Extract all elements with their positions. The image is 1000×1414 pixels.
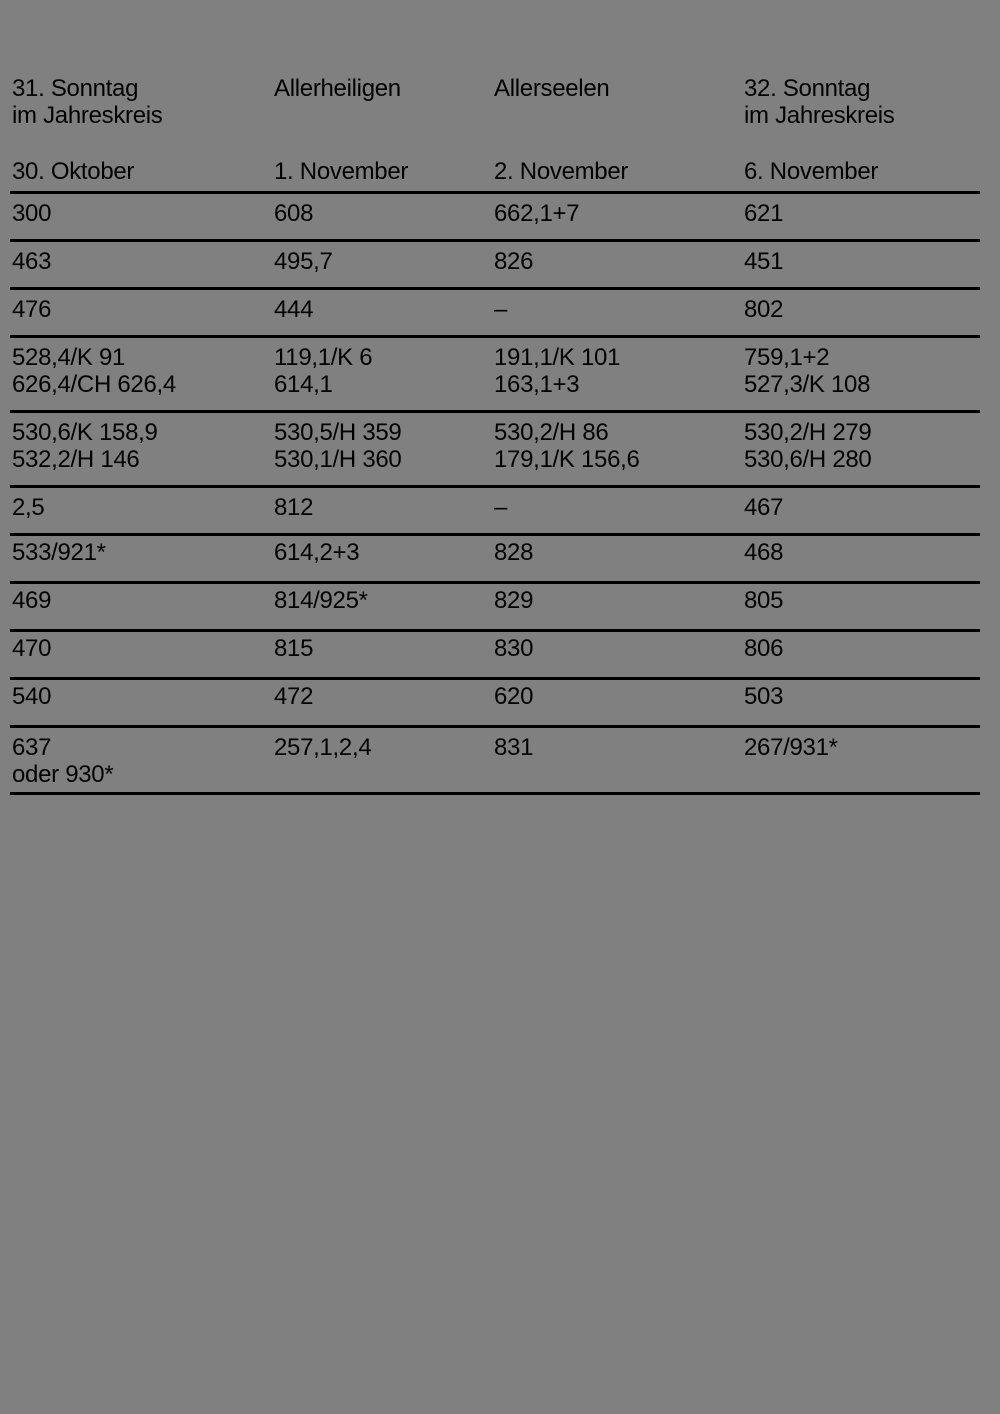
table-cell: 119,1/K 6 614,1 — [274, 344, 373, 398]
table-cell: 530,5/H 359 530,1/H 360 — [274, 419, 402, 473]
table-cell: 530,2/H 279 530,6/H 280 — [744, 419, 872, 473]
table-cell: 806 — [744, 635, 784, 662]
table-cell: 257,1,2,4 — [274, 734, 372, 761]
table-cell: 530,2/H 86 179,1/K 156,6 — [494, 419, 640, 473]
table-cell: 267/931* — [744, 734, 838, 761]
header-feast-4: 32. Sonntag im Jahreskreis — [744, 75, 895, 129]
table-cell: 815 — [274, 635, 314, 662]
header-feast-3: Allerseelen — [494, 75, 610, 102]
table-cell: 812 — [274, 494, 314, 521]
table-cell: 470 — [12, 635, 52, 662]
table-cell: 469 — [12, 587, 52, 614]
table-cell: 662,1+7 — [494, 200, 580, 227]
table-row — [10, 728, 980, 795]
table-cell: 829 — [494, 587, 534, 614]
table-cell: 476 — [12, 296, 52, 323]
table-cell: 463 — [12, 248, 52, 275]
table-row — [10, 488, 980, 536]
table-cell: 802 — [744, 296, 784, 323]
table-cell: 828 — [494, 539, 534, 566]
table-row — [10, 680, 980, 728]
table-row — [10, 536, 980, 584]
table-row — [10, 584, 980, 632]
table-header-dates — [10, 158, 980, 194]
table-cell: 468 — [744, 539, 784, 566]
table-cell: – — [494, 494, 508, 521]
table-cell: 2,5 — [12, 494, 45, 521]
table-cell: 467 — [744, 494, 784, 521]
header-date-2: 1. November — [274, 158, 409, 185]
table-cell: 826 — [494, 248, 534, 275]
table-cell: 814/925* — [274, 587, 368, 614]
table-row — [10, 290, 980, 338]
header-date-1: 30. Oktober — [12, 158, 135, 185]
table-header-feasts — [10, 75, 980, 158]
header-date-4: 6. November — [744, 158, 879, 185]
table-cell: 528,4/K 91 626,4/CH 626,4 — [12, 344, 176, 398]
table-cell: 533/921* — [12, 539, 106, 566]
table-row — [10, 242, 980, 290]
table-cell: 444 — [274, 296, 314, 323]
header-feast-1: 31. Sonntag im Jahreskreis — [12, 75, 163, 129]
table-cell: 759,1+2 527,3/K 108 — [744, 344, 871, 398]
table-cell: 830 — [494, 635, 534, 662]
table-cell: 614,2+3 — [274, 539, 360, 566]
table-cell: 540 — [12, 683, 52, 710]
table-row — [10, 194, 980, 242]
table-cell: 503 — [744, 683, 784, 710]
table-cell: 495,7 — [274, 248, 333, 275]
song-number-table — [10, 75, 980, 795]
table-cell: 451 — [744, 248, 784, 275]
table-row — [10, 632, 980, 680]
table-row — [10, 413, 980, 488]
table-cell: 637 oder 930* — [12, 734, 114, 788]
table-cell: – — [494, 296, 508, 323]
header-feast-2: Allerheiligen — [274, 75, 401, 102]
table-cell: 472 — [274, 683, 314, 710]
table-cell: 620 — [494, 683, 534, 710]
table-cell: 300 — [12, 200, 52, 227]
table-row — [10, 338, 980, 413]
header-date-3: 2. November — [494, 158, 629, 185]
table-cell: 530,6/K 158,9 532,2/H 146 — [12, 419, 158, 473]
table-cell: 608 — [274, 200, 314, 227]
table-cell: 191,1/K 101 163,1+3 — [494, 344, 621, 398]
table-cell: 831 — [494, 734, 534, 761]
table-cell: 805 — [744, 587, 784, 614]
table-cell: 621 — [744, 200, 784, 227]
